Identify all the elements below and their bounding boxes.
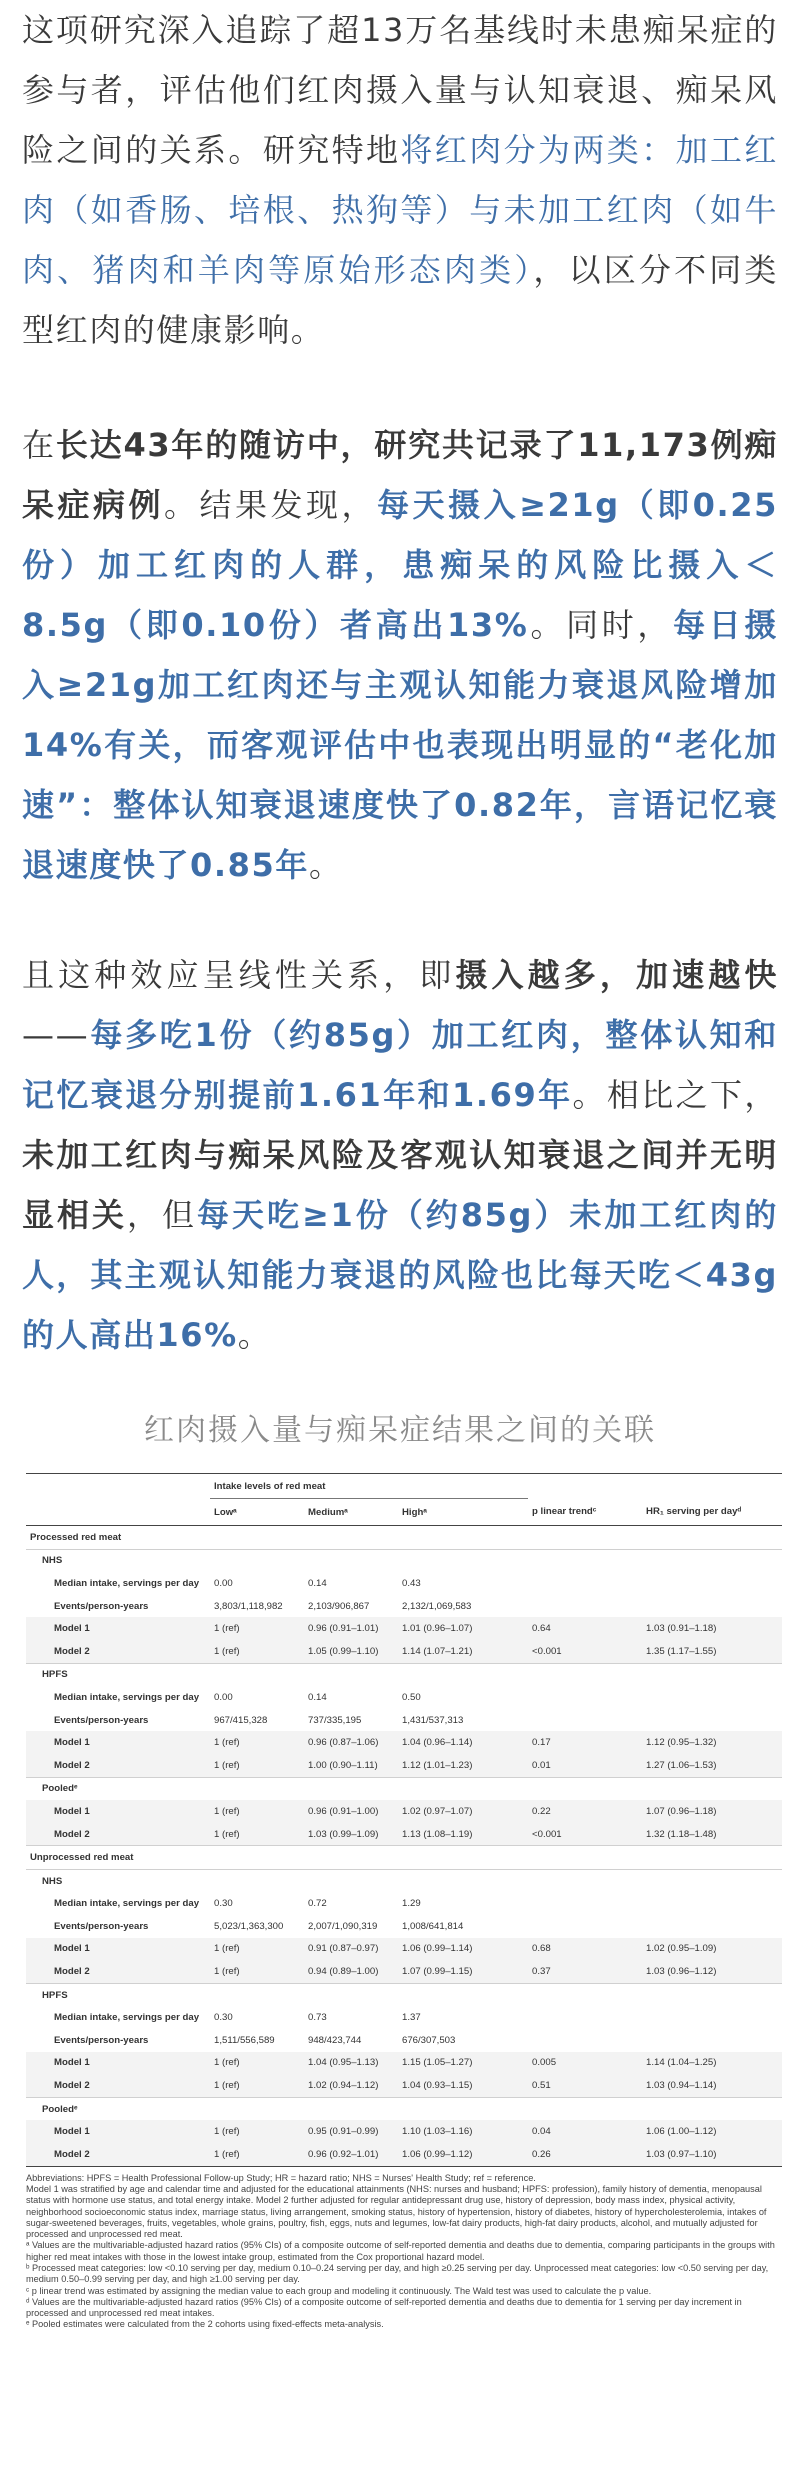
table-cell: 1.05 (0.99–1.10) [304, 1640, 398, 1663]
table-cell [528, 1686, 642, 1709]
table-row [26, 2120, 782, 2143]
table-cell [528, 1595, 642, 1618]
table-row [26, 2006, 782, 2029]
table-cell: 1 (ref) [210, 2120, 304, 2143]
table-row [26, 1938, 782, 1961]
table-subgroup-row [26, 1983, 782, 2006]
table-cell [642, 1549, 782, 1572]
table-cell [528, 2097, 642, 2120]
body-text: 。相比之下， [572, 1076, 778, 1114]
table-cell: 1.03 (0.94–1.14) [642, 2074, 782, 2097]
table-cell: 2,132/1,069,583 [402, 1600, 472, 1612]
table-cell [398, 1869, 528, 1892]
table-cell [210, 1777, 304, 1800]
table-cell: 1 (ref) [210, 2143, 304, 2166]
table-cell [398, 1549, 528, 1572]
table-cell: 1.12 (1.01–1.23) [398, 1754, 528, 1777]
table-cell: 0.96 (0.91–1.00) [304, 1800, 398, 1823]
table-cell [528, 1983, 642, 2006]
column-header-p-trend: p linear trendᶜ [528, 1499, 642, 1526]
table-cell [528, 1893, 642, 1916]
table-cell: 1 (ref) [210, 1754, 304, 1777]
table-cell: 1.02 (0.97–1.07) [398, 1800, 528, 1823]
table-cell: 1.03 (0.99–1.09) [304, 1823, 398, 1846]
table-cell: 0.64 [528, 1617, 642, 1640]
table-cell: 1.07 (0.96–1.18) [642, 1800, 782, 1823]
table-cell: 1.06 (0.99–1.12) [398, 2143, 528, 2166]
row-label: Events/person-years [54, 1920, 149, 1932]
table-cell [304, 1526, 398, 1550]
row-label: Median intake, servings per day [54, 2012, 200, 2024]
table-cell [642, 1915, 782, 1938]
table-cell: 1 (ref) [210, 1823, 304, 1846]
row-label: Model 2 [26, 1823, 210, 1846]
table-cell: 0.22 [528, 1800, 642, 1823]
table-cell [528, 1549, 642, 1572]
figure-caption: 红肉摄入量与痴呆症结果之间的关联 [144, 1413, 656, 1448]
table-cell [642, 1526, 782, 1550]
paragraph-2 [0, 415, 800, 895]
table-cell: 1.35 (1.17–1.55) [642, 1640, 782, 1663]
table-cell [642, 1846, 782, 1870]
body-text: 。结果发现， [164, 486, 378, 524]
row-label: Model 1 [26, 1938, 210, 1961]
table-cell [642, 1572, 782, 1595]
table-cell: 1.04 (0.93–1.15) [398, 2074, 528, 2097]
paragraph-3 [0, 945, 800, 1365]
body-text: 。同时， [528, 606, 674, 644]
table-cell: 0.01 [528, 1754, 642, 1777]
table-cell [528, 1846, 642, 1870]
table-cell: 1.02 (0.94–1.12) [304, 2074, 398, 2097]
body-text: 。 [237, 1316, 272, 1354]
table-cell: 1 (ref) [210, 1640, 304, 1663]
table-cell: 0.72 [308, 1898, 327, 1910]
table-cell: <0.001 [528, 1823, 642, 1846]
highlight-text: 每多吃1份（约85g）加工红肉，整体认知和记忆衰退分别提前1.61年和1.69年 [22, 1016, 778, 1114]
column-header-medium: Mediumᵃ [304, 1499, 398, 1526]
table-cell [210, 1846, 304, 1870]
column-header-low: Lowᵃ [210, 1499, 304, 1526]
table-cell: 5,023/1,363,300 [214, 1920, 284, 1932]
table-cell: 1.03 (0.91–1.18) [642, 1617, 782, 1640]
table-cell [210, 1869, 304, 1892]
table-cell [528, 1526, 642, 1550]
highlight-text: 摄入越多，加速越快 [455, 956, 778, 994]
table-row [26, 2029, 782, 2052]
row-label: Model 1 [26, 1731, 210, 1754]
table-cell [642, 1893, 782, 1916]
row-label: Model 2 [26, 2143, 210, 2166]
table-group-row [26, 1846, 782, 1870]
table-cell: 1.14 (1.07–1.21) [398, 1640, 528, 1663]
table-cell: 0.91 (0.87–0.97) [304, 1938, 398, 1961]
table-cell [642, 1777, 782, 1800]
table-subgroup-row [26, 1549, 782, 1572]
table-row [26, 1823, 782, 1846]
table-cell: 2,007/1,090,319 [308, 1920, 378, 1932]
row-label: HPFS [26, 1983, 210, 2006]
table-cell [304, 1549, 398, 1572]
row-label: Processed red meat [30, 1531, 122, 1543]
body-text: ，以区分不同类型红肉的健康影响。 [22, 251, 778, 349]
table-cell: 0.14 [308, 1691, 327, 1703]
table-cell: 1.13 (1.08–1.19) [398, 1823, 528, 1846]
table-row [26, 2143, 782, 2166]
results-table-figure [26, 1473, 782, 2331]
table-cell: 1,431/537,313 [402, 1714, 464, 1726]
table-cell: 1.32 (1.18–1.48) [642, 1823, 782, 1846]
row-label: NHS [26, 1869, 210, 1892]
row-label: Events/person-years [54, 2034, 149, 2046]
table-subgroup-row [26, 1869, 782, 1892]
table-cell: 1 (ref) [210, 1731, 304, 1754]
table-cell: 967/415,328 [214, 1714, 268, 1726]
table-cell: 1.04 (0.95–1.13) [304, 2052, 398, 2075]
table-cell: 0.30 [214, 2012, 233, 2024]
table-cell: 0.50 [402, 1691, 421, 1703]
highlight-text: 未加工红肉与痴呆风险及客观认知衰退之间并无明显相关 [22, 1136, 778, 1234]
table-cell: 0.96 (0.91–1.01) [304, 1617, 398, 1640]
table-cell [642, 1686, 782, 1709]
table-cell: 1 (ref) [210, 1960, 304, 1983]
table-cell: 676/307,503 [402, 2034, 456, 2046]
table-row [26, 1731, 782, 1754]
row-label: Model 1 [26, 1800, 210, 1823]
table-row [26, 1595, 782, 1618]
table-cell: 0.51 [528, 2074, 642, 2097]
table-row [26, 1709, 782, 1732]
table-row [26, 1893, 782, 1916]
table-cell [398, 1983, 528, 2006]
table-cell [642, 1595, 782, 1618]
table-cell: 948/423,744 [308, 2034, 362, 2046]
table-cell: 1.14 (1.04–1.25) [642, 2052, 782, 2075]
row-label: HPFS [26, 1663, 210, 1686]
table-cell: 737/335,195 [308, 1714, 362, 1726]
row-label: Model 2 [26, 1960, 210, 1983]
table-cell: 0.26 [528, 2143, 642, 2166]
table-row [26, 1617, 782, 1640]
table-cell [528, 2006, 642, 2029]
table-cell: 0.14 [308, 1577, 327, 1589]
table-cell: 1,008/641,814 [402, 1920, 464, 1932]
table-cell [642, 1663, 782, 1686]
table-cell [398, 2097, 528, 2120]
column-header-hr: HR₁ serving per dayᵈ [642, 1499, 782, 1526]
table-subgroup-row [26, 1777, 782, 1800]
row-label: Model 1 [26, 2052, 210, 2075]
results-table [26, 1473, 782, 2167]
footnote: ᶜ p linear trend was estimated by assigning the median value to each group and modeling it continuously. The Wald test was used to calculate the p value. [26, 2285, 652, 2296]
table-cell: 0.17 [528, 1731, 642, 1754]
row-label: Pooledᵉ [26, 1777, 210, 1800]
table-cell [210, 1526, 304, 1550]
table-cell [304, 1869, 398, 1892]
row-label: Unprocessed red meat [26, 1846, 210, 1870]
table-cell: 0.00 [214, 1691, 233, 1703]
table-cell [304, 2097, 398, 2120]
table-row [26, 1915, 782, 1938]
table-cell: 1.37 [402, 2012, 421, 2024]
table-row [26, 1686, 782, 1709]
row-label: Model 1 [26, 2120, 210, 2143]
table-cell: 1.29 [402, 1898, 421, 1910]
table-cell: 1.01 (0.96–1.07) [398, 1617, 528, 1640]
table-cell [210, 1549, 304, 1572]
table-cell: 0.95 (0.91–0.99) [304, 2120, 398, 2143]
table-cell: 0.94 (0.89–1.00) [304, 1960, 398, 1983]
table-subgroup-row [26, 1663, 782, 1686]
footnote: ᵃ Values are the multivariable-adjusted hazard ratios (95% CIs) of a composite outcome of self-reported dementia and deaths due to dementia, comparing participants in the groups with higher red meat intakes with those in the lowest intake group, estimated from the Cox proportional hazard model. [26, 2240, 775, 2262]
table-header-row-1 [26, 1474, 782, 1499]
table-row [26, 2052, 782, 2075]
row-label: Median intake, servings per day [54, 1577, 200, 1589]
table-cell [398, 1777, 528, 1800]
row-label: Pooledᵉ [26, 2097, 210, 2120]
footnote: ᵈ Values are the multivariable-adjusted hazard ratios (95% CIs) of a composite outcome of self-reported dementia and deaths due to dementia for 1 serving per day increment in processed and unprocessed red meat intakes. [26, 2296, 742, 2319]
table-cell: 1.06 (1.00–1.12) [642, 2120, 782, 2143]
table-row [26, 1960, 782, 1983]
row-label: Median intake, servings per day [54, 1691, 200, 1703]
table-cell: 1.06 (0.99–1.14) [398, 1938, 528, 1961]
highlight-text: 长达43年的随访中，研究共记录了11,173例痴呆症病例 [22, 426, 778, 524]
table-subgroup-row [26, 2097, 782, 2120]
table-cell [210, 1983, 304, 2006]
table-cell: 1.15 (1.05–1.27) [398, 2052, 528, 2075]
table-body [26, 1474, 782, 2167]
table-cell [642, 2097, 782, 2120]
table-cell [398, 1526, 528, 1550]
table-cell [642, 1709, 782, 1732]
table-cell [642, 2029, 782, 2052]
table-cell: <0.001 [528, 1640, 642, 1663]
table-cell: 1.12 (0.95–1.32) [642, 1731, 782, 1754]
table-cell: 2,103/906,867 [308, 1600, 370, 1612]
row-label: NHS [26, 1549, 210, 1572]
body-text: 这项研究深入追踪了超13万名基线时未患痴呆症的参与者，评估他们红肉摄入量与认知衰退、痴呆风险之间的关系。研究特地 [22, 11, 778, 169]
table-cell [304, 1846, 398, 1870]
paragraph-1 [0, 0, 800, 360]
table-cell [210, 1663, 304, 1686]
table-row [26, 1572, 782, 1595]
table-cell: 1.00 (0.90–1.11) [304, 1754, 398, 1777]
table-cell: 0.73 [308, 2012, 327, 2024]
table-cell: 0.43 [402, 1577, 421, 1589]
table-cell: 0.96 (0.92–1.01) [304, 2143, 398, 2166]
body-text: —— [22, 1016, 90, 1054]
row-label: Model 2 [26, 1754, 210, 1777]
table-cell: 0.96 (0.87–1.06) [304, 1731, 398, 1754]
highlight-text: 每天吃≥1份（约85g）未加工红肉的人，其主观认知能力衰退的风险也比每天吃＜43g的人高出16% [22, 1196, 778, 1354]
table-row [26, 1754, 782, 1777]
table-cell: 0.00 [214, 1577, 233, 1589]
column-header-high: Highᵃ [398, 1499, 528, 1526]
body-text: 在 [22, 426, 56, 464]
footnote: ᵇ Processed meat categories: low <0.10 serving per day, medium 0.10–0.24 serving per day, and high ≥0.25 serving per day. Unprocessed meat categories: low <0.50 serving per day, medium 0.50–0.99 serving per day, and high ≥1.00 serving per day. [26, 2263, 769, 2285]
row-label: Median intake, servings per day [54, 1898, 200, 1910]
table-header-row-2 [26, 1499, 782, 1526]
table-cell [398, 1663, 528, 1686]
table-cell: 1.03 (0.96–1.12) [642, 1960, 782, 1983]
table-cell: 1.27 (1.06–1.53) [642, 1754, 782, 1777]
table-cell: 1.07 (0.99–1.15) [398, 1960, 528, 1983]
body-text: 且这种效应呈线性关系，即 [22, 956, 456, 994]
table-group-row [26, 1526, 782, 1550]
table-cell [642, 1983, 782, 2006]
table-cell: 1 (ref) [210, 1617, 304, 1640]
table-cell: 1 (ref) [210, 1938, 304, 1961]
highlight-text: 将红肉分为两类：加工红肉（如香肠、培根、热狗等）与未加工红肉（如牛肉、猪肉和羊肉等原始形态肉类） [22, 131, 778, 289]
table-cell [304, 1663, 398, 1686]
table-cell: 3,803/1,118,982 [214, 1600, 283, 1612]
footnote: Model 1 was stratified by age and calendar time and adjusted for the educational attainments (NHS: nurses and husband; HPFS: profession), family history of dementia, menopausal status with hormone use status, and total energy intake. Model 2 further adjusted for regular antidepressant drug use, history of depression, body mass index, physical activity, neighborhood socioeconomic status index, marriage status, living arrangement, smoking status, history of hypertension, history of diabetes, history of hypercholesterolemia, intakes of sugar-sweetened beverages, fruits, vegetables, whole grains, poultry, fish, eggs, nuts and legumes, low-fat dairy products, high-fat dairy products, alcohol, and mutually adjusted for processed and unprocessed red meat. [26, 2183, 767, 2240]
table-cell [528, 1663, 642, 1686]
table-cell [642, 1869, 782, 1892]
table-cell: 0.04 [528, 2120, 642, 2143]
table-cell: 1.10 (1.03–1.16) [398, 2120, 528, 2143]
table-cell: 1.03 (0.97–1.10) [642, 2143, 782, 2166]
table-cell [528, 1869, 642, 1892]
table-cell: 0.68 [528, 1938, 642, 1961]
table-cell: 1.02 (0.95–1.09) [642, 1938, 782, 1961]
table-row [26, 1640, 782, 1663]
table-cell [528, 2029, 642, 2052]
table-cell: 1 (ref) [210, 2052, 304, 2075]
table-cell [528, 1709, 642, 1732]
table-cell: 1,511/556,589 [214, 2034, 275, 2046]
row-label: Model 2 [26, 1640, 210, 1663]
row-label: Events/person-years [54, 1600, 149, 1612]
column-header [26, 1499, 210, 1526]
body-text: ，但 [127, 1196, 198, 1234]
highlight-text: 每天摄入≥21g（即0.25份）加工红肉的人群，患痴呆的风险比摄入＜8.5g（即0.10份）者高出13% [22, 486, 778, 644]
row-label: Model 1 [26, 1617, 210, 1640]
table-cell [304, 1777, 398, 1800]
table-row [26, 1800, 782, 1823]
table-cell [642, 2006, 782, 2029]
row-label: Model 2 [26, 2074, 210, 2097]
footnote: Abbreviations: HPFS = Health Professional Follow-up Study; HR = hazard ratio; NHS = Nurses' Health Study; ref = reference. [26, 2172, 536, 2183]
table-footnotes [26, 2173, 782, 2331]
table-cell [210, 2097, 304, 2120]
table-cell: 1 (ref) [210, 2074, 304, 2097]
table-cell [528, 1915, 642, 1938]
table-cell: 1 (ref) [210, 1800, 304, 1823]
table-cell: 1.04 (0.96–1.14) [398, 1731, 528, 1754]
body-text: 。 [308, 846, 343, 884]
table-cell: 0.30 [214, 1898, 233, 1910]
table-cell [304, 1983, 398, 2006]
table-cell [398, 1846, 528, 1870]
table-cell: 0.37 [528, 1960, 642, 1983]
footnote: ᵉ Pooled estimates were calculated from the 2 cohorts using fixed-effects meta-analysis. [26, 2319, 384, 2330]
table-cell: 0.005 [528, 2052, 642, 2075]
table-cell [528, 1572, 642, 1595]
row-label: Events/person-years [54, 1714, 149, 1726]
table-cell [528, 1777, 642, 1800]
table-row [26, 2074, 782, 2097]
intake-levels-header: Intake levels of red meat [210, 1474, 528, 1499]
highlight-text: 每日摄入≥21g加工红肉还与主观认知能力衰退风险增加14%有关，而客观评估中也表现出明显的“老化加速”：整体认知衰退速度快了0.82年，言语记忆衰退速度快了0.85年 [22, 606, 778, 884]
